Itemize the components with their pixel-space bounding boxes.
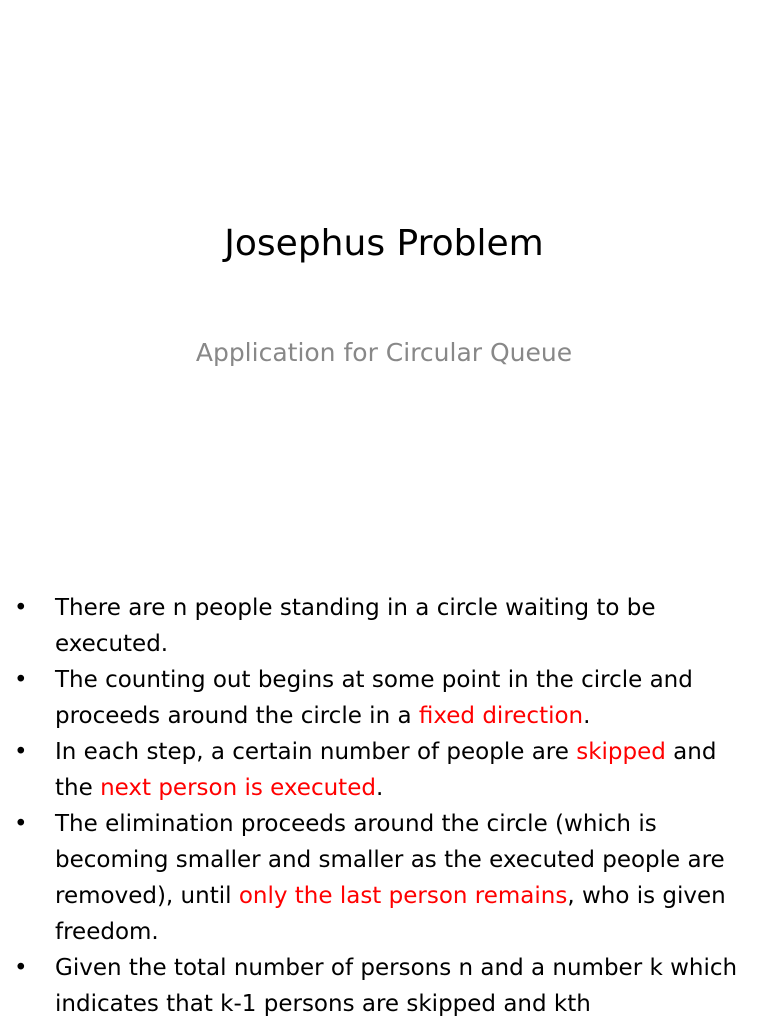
bullet-text: . (583, 703, 591, 729)
bullet-dot-icon: • (14, 811, 28, 837)
bullet-item (0, 734, 768, 806)
bullet-text: , who is given freedom. (55, 883, 726, 945)
slide-title: Josephus Problem (224, 223, 544, 264)
bullet-list (0, 590, 768, 1022)
highlighted-text: next person is executed (100, 775, 376, 801)
bullet-text: The elimination proceeds around the circle (which is becoming smaller and smaller as the executed people are removed), until (55, 811, 725, 909)
bullet-item (0, 590, 768, 662)
highlighted-text: only the last person remains (238, 883, 568, 909)
bullet-item (0, 806, 768, 950)
highlighted-text: fixed direction (418, 703, 584, 729)
bullet-dot-icon: • (14, 739, 28, 765)
bullet-text: In each step, a certain number of people are (55, 739, 577, 765)
bullet-dot-icon: • (14, 955, 28, 981)
bullet-item (0, 662, 768, 734)
slide-subtitle: Application for Circular Queue (195, 338, 573, 367)
highlighted-text: skipped (576, 739, 666, 765)
bullet-text: . (375, 775, 384, 801)
bullet-text: Given the total number of persons n and a number k which indicates that k-1 persons are skipped and kth (55, 955, 738, 1017)
bullet-text: and the (55, 739, 717, 801)
bullet-text: There are n people standing in a circle waiting to be executed. (55, 595, 656, 657)
bullet-dot-icon: • (14, 667, 28, 693)
bullet-dot-icon: • (14, 595, 28, 621)
bullet-item (0, 950, 768, 1022)
bullet-text: The counting out begins at some point in the circle and proceeds around the circle in a (55, 667, 693, 729)
